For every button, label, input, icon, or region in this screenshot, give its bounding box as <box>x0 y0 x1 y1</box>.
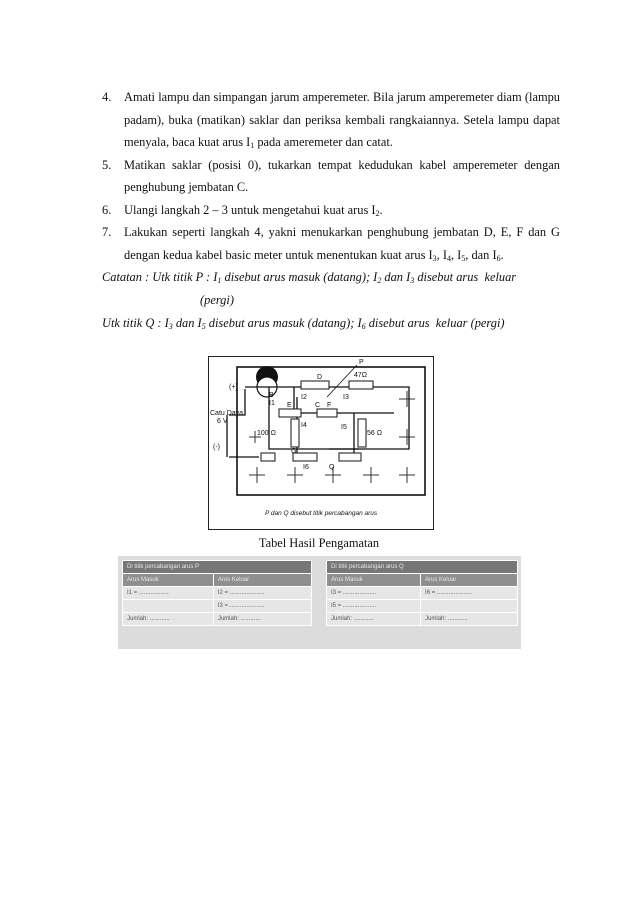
procedure-list <box>0 86 638 266</box>
table-row: I3 = .................... I6 = ..................... <box>327 587 518 600</box>
figure-caption: P dan Q disebut titik percabangan arus <box>265 510 378 517</box>
note-point-p <box>102 266 560 311</box>
label-f: F <box>327 402 332 409</box>
label-r2: 100 Ω <box>257 430 276 437</box>
col-out: Arus Keluar <box>213 574 311 587</box>
label-r3: 56 Ω <box>367 430 382 437</box>
table-title: Tabel Hasil Pengamatan <box>258 536 380 550</box>
label-q: Q <box>329 464 335 471</box>
table-total-row: Jumlah: ............ Jumlah: ............ <box>123 613 312 626</box>
step-text: Amati lampu dan simpangan jarum amperemeter. Bila jarum amperemeter diam (lampu padam), buka (matikan) saklar dan periksa kembali rangkaiannya. Setela lampu dapat menyala, baca kuat arus $I_1$ pada ameremeter dan catat. <box>124 90 560 150</box>
label-d: D <box>317 374 323 381</box>
label-i3: I3 <box>343 394 349 401</box>
note-line: Catatan : Utk titik P : $I_1$ disebut arus masuk (datang); $I_2$ dan $I_3$ disebut arus keluar <box>102 270 517 285</box>
col-out: Arus Keluar <box>421 574 518 587</box>
note-line-continued: (pergi) <box>200 292 234 307</box>
label-e: E <box>287 402 292 409</box>
step-5 <box>0 154 638 199</box>
step-7 <box>0 221 638 266</box>
label-c: C <box>315 402 321 409</box>
note-point-q <box>102 312 560 335</box>
col-in: Arus Masuk <box>327 574 421 587</box>
table-row: I5 = .................... <box>327 600 518 613</box>
step-text: Lakukan seperti langkah 4, yakni menukarkan penghubung jembatan D, E, F dan G dengan kedua kabel basic meter untuk menentukan kuat arus $I_3$, $I_4$, $I_5$, dan $I_6$. <box>124 225 560 263</box>
label-g: G <box>291 448 297 455</box>
table-row: I1 = .................. I2 = ..................... <box>123 587 312 600</box>
label-source: Catu Daya <box>210 410 244 417</box>
step-number: 7. <box>102 225 112 239</box>
table-title-p: Di titik percabangan arus P <box>123 561 312 574</box>
label-i1: I1 <box>269 400 275 407</box>
step-number: 4. <box>102 90 112 104</box>
step-6 <box>0 199 638 222</box>
table-point-p <box>122 560 312 626</box>
table-title-q: Di titik percabangan arus Q <box>327 561 518 574</box>
step-text: Ulangi langkah 2 – 3 untuk mengetahui kuat arus $I_2$. <box>124 202 383 218</box>
label-r1: 47Ω <box>354 372 368 379</box>
table-total-row: Jumlah: ............ Jumlah: ............ <box>327 613 518 626</box>
label-i5: I5 <box>341 424 347 431</box>
label-i2: I2 <box>301 394 307 401</box>
label-minus: (-) <box>213 444 220 451</box>
circuit-figure <box>208 356 434 530</box>
step-text: Matikan saklar (posisi 0), tukarkan tempat kedudukan kabel amperemeter dengan penghubung jembatan C. <box>124 157 560 194</box>
table-row: I3 = ..................... <box>123 600 312 613</box>
label-b: B <box>269 392 274 399</box>
col-in: Arus Masuk <box>123 574 214 587</box>
table-point-q <box>326 560 518 626</box>
label-plus: (+) <box>229 384 238 391</box>
step-number: 6. <box>102 202 112 217</box>
observation-tables <box>118 556 521 649</box>
label-p: P <box>359 359 364 366</box>
note-line: Utk titik Q : $I_3$ dan $I_5$ disebut arus masuk (datang); $I_6$ disebut arus keluar (pergi) <box>102 316 505 331</box>
label-voltage: 6 V <box>217 418 228 425</box>
label-i4: I4 <box>301 422 307 429</box>
circuit-diagram <box>209 357 433 529</box>
step-number: 5. <box>102 157 112 172</box>
label-i6: I6 <box>303 464 309 471</box>
step-4 <box>0 86 638 154</box>
